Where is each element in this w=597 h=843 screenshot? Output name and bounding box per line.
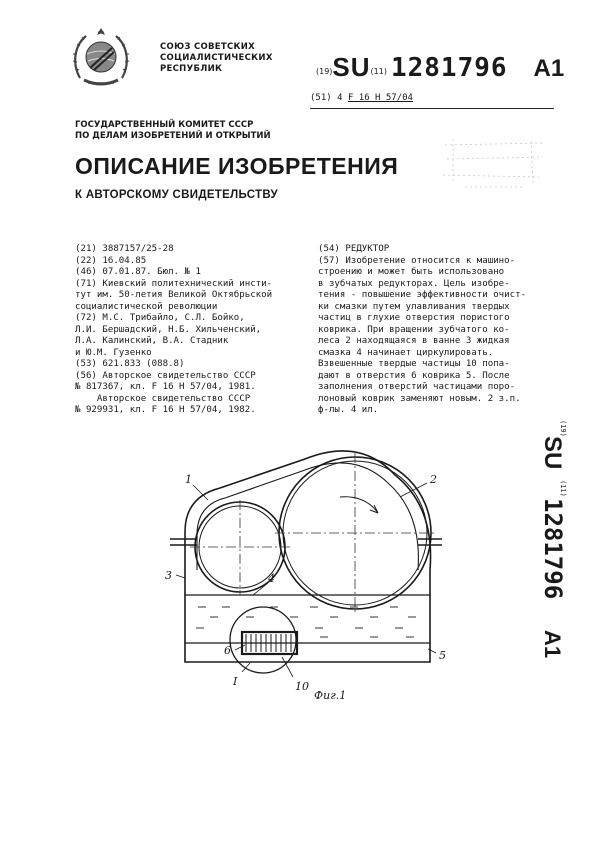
country-code: SU xyxy=(332,52,371,82)
biblio-line: (53) 621.833 (088.8) xyxy=(75,359,185,369)
mat-hatching xyxy=(244,634,295,652)
oil-hatching xyxy=(196,607,416,637)
committee-line: ПО ДЕЛАМ ИЗОБРЕТЕНИЙ И ОТКРЫТИЙ xyxy=(75,131,271,141)
ipc-prefix: (51) 4 xyxy=(310,93,343,103)
biblio-line: тут им. 50-летия Великой Октябрьской xyxy=(75,290,273,300)
abstract-line: строению и может быть использовано xyxy=(318,267,505,277)
abstract-line: заполнения отверстий частицами поро- xyxy=(318,382,516,392)
side-kind-code: A1 xyxy=(540,630,565,659)
figure-caption: Фиг.1 xyxy=(314,689,347,702)
side-patent-number xyxy=(535,418,575,673)
document-title: ОПИСАНИЕ ИЗОБРЕТЕНИЯ xyxy=(75,153,399,179)
label-3: 3 xyxy=(165,569,172,582)
biblio-line: Л.И. Бершадский, Н.Б. Хильченский, xyxy=(75,324,262,335)
side-country-code: SU xyxy=(539,436,566,470)
patent-number-block xyxy=(316,52,564,83)
patent-number: 1281796 xyxy=(390,53,508,83)
biblio-line: № 929931, кл. F 16 H 57/04, 1982. xyxy=(75,405,256,415)
abstract-line: тения - повышение эффективности очист- xyxy=(318,290,527,300)
abstract-line: (57) Изобретение относится к машино- xyxy=(318,255,516,266)
label-10: 10 xyxy=(295,680,309,693)
country-name-line: СОЮЗ СОВЕТСКИХ xyxy=(160,42,256,52)
committee-line: ГОСУДАРСТВЕННЫЙ КОМИТЕТ СССР xyxy=(75,120,254,130)
abstract-line: в зубчатых редукторах. Цель изобре- xyxy=(318,278,510,289)
side-code-11: (11) xyxy=(559,480,567,497)
bibliographic-data xyxy=(75,244,307,417)
biblio-line: Л.А. Калинский, В.А. Стадник xyxy=(75,336,229,346)
library-stamp xyxy=(435,135,555,195)
abstract-line: дают в отверстия 6 коврика 5. После xyxy=(318,370,510,381)
ipc-class: F 16 H 57/04 xyxy=(347,93,413,103)
abstract-line: коврика. При вращении зубчатого ко- xyxy=(318,324,510,335)
header-rule xyxy=(310,108,554,109)
abstract-line: частиц в глухие отверстия пористого xyxy=(318,313,510,323)
large-gear-axes xyxy=(275,453,435,615)
abstract-line: леса 2 находящаяся в ванне 3 жидкая xyxy=(318,336,510,346)
abstract xyxy=(318,244,553,417)
abstract-line: (54) РЕДУКТОР xyxy=(318,244,390,254)
country-name-line: СОЦИАЛИСТИЧЕСКИХ xyxy=(160,53,273,63)
label-detail-I: I xyxy=(233,675,238,688)
small-gear-axes xyxy=(190,500,290,595)
document-subtitle: К АВТОРСКОМУ СВИДЕТЕЛЬСТВУ xyxy=(75,189,278,201)
abstract-line: Взвешенные твердые частицы 10 попа- xyxy=(318,359,510,369)
committee-block xyxy=(75,120,271,142)
label-4: 4 xyxy=(268,572,275,585)
label-5: 5 xyxy=(439,649,446,662)
abstract-line: смазка 4 начинает циркулировать. xyxy=(318,347,494,358)
kind-code: A1 xyxy=(533,55,565,82)
side-code-19: (19) xyxy=(559,420,567,437)
biblio-line: (72) М.С. Трибайло, С.Л. Бойко, xyxy=(75,313,245,323)
biblio-line: (56) Авторское свидетельство СССР xyxy=(75,370,256,381)
label-2: 2 xyxy=(430,473,437,486)
ipc-classification xyxy=(310,93,413,103)
abstract-line: лоновый коврик заменяют новым. 2 з.п. xyxy=(318,393,521,404)
ussr-emblem-icon xyxy=(70,28,132,90)
rotation-arrow-icon xyxy=(340,497,378,513)
biblio-line: № 817367, кл. F 16 H 57/04, 1981. xyxy=(75,382,256,392)
left-flange xyxy=(170,539,197,545)
biblio-line: социалистической революции xyxy=(75,301,218,312)
biblio-line: (21) 3887157/25-28 xyxy=(75,244,174,254)
gearbox-drawing xyxy=(150,445,485,720)
side-patent-number-text: 1281796 xyxy=(539,498,567,600)
biblio-line: Авторское свидетельство СССР xyxy=(75,393,251,404)
inid-code-19: (19) xyxy=(316,67,333,76)
abstract-line: ки смазки путем улавливания твердых xyxy=(318,301,510,312)
inid-code-11: (11) xyxy=(370,67,387,76)
label-6: 6 xyxy=(224,644,231,657)
country-name-block xyxy=(160,42,273,75)
country-name-line: РЕСПУБЛИК xyxy=(160,64,223,74)
biblio-line: (46) 07.01.87. Бюл. № 1 xyxy=(75,267,201,277)
label-1: 1 xyxy=(185,473,192,486)
biblio-line: (71) Киевский политехнический инсти- xyxy=(75,278,273,289)
abstract-line: ф-лы. 4 ил. xyxy=(318,405,379,415)
biblio-line: и Ю.М. Гузенко xyxy=(75,347,152,358)
biblio-line: (22) 16.04.85 xyxy=(75,255,147,266)
